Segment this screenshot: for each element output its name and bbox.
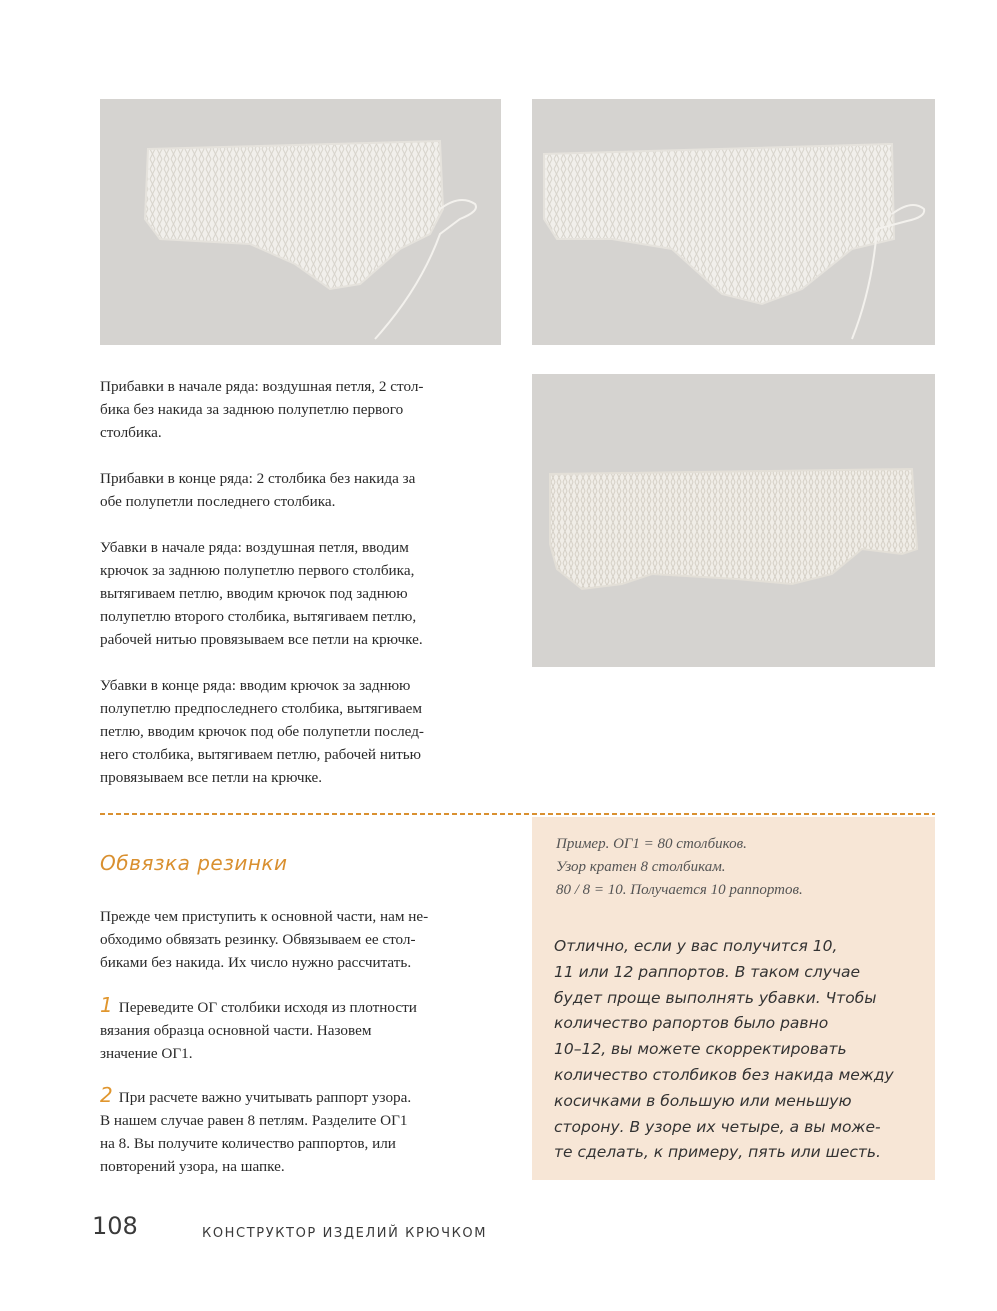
example-text — [556, 833, 926, 902]
paragraph-increases-end — [100, 467, 500, 513]
text-line: 10–12, вы можете скорректировать — [554, 1040, 847, 1059]
text-line: полупетлю предпоследнего столбика, вытягиваем — [100, 700, 423, 717]
photo-crochet-piece-2 — [532, 99, 935, 345]
text-line: сторону. В узоре их четыре, а вы може- — [554, 1117, 881, 1136]
text-line: биками без накида. Их число нужно рассчитать. — [100, 954, 412, 971]
text-line: бика без накида за заднюю полупетлю первого — [100, 401, 404, 418]
step-number: 2 — [100, 1083, 113, 1107]
text-line: обе полупетли последнего столбика. — [100, 493, 336, 510]
text-line: столбика. — [100, 424, 162, 441]
text-line: полупетлю второго столбика, вытягиваем петлю, — [100, 608, 417, 625]
step-2 — [100, 1084, 500, 1178]
text-line: косичками в большую или меньшую — [554, 1091, 852, 1110]
text-line: количество столбиков без накида между — [554, 1065, 894, 1084]
text-line: вытягиваем петлю, вводим крючок под заднюю — [100, 585, 408, 602]
text-line: Прибавки в начале ряда: воздушная петля, 2 стол- — [100, 378, 424, 395]
text-line: Прежде чем приступить к основной части, нам не- — [100, 908, 429, 925]
text-line: Отлично, если у вас получится 10, — [554, 937, 838, 955]
note-text — [554, 934, 926, 1166]
section-heading: Обвязка резинки — [100, 851, 288, 875]
section-intro — [100, 905, 500, 974]
text-line: обходимо обвязать резинку. Обвязываем ее стол- — [100, 931, 416, 948]
step-1 — [100, 994, 500, 1065]
text-line: При расчете важно учитывать раппорт узора. — [118, 1089, 412, 1106]
paragraph-decreases-start — [100, 536, 500, 651]
text-line: крючок за заднюю полупетлю первого столбика, — [100, 562, 415, 579]
text-line: 11 или 12 раппортов. В таком случае — [554, 962, 861, 981]
text-line: значение ОГ1. — [100, 1045, 193, 1062]
text-line: вязания образца основной части. Назовем — [100, 1022, 372, 1039]
text-line: будет проще выполнять убавки. Чтобы — [554, 988, 877, 1007]
text-line: него столбика, вытягиваем петлю, рабочей нитью — [100, 746, 421, 763]
text-line: Узор кратен 8 столбикам. — [556, 859, 726, 875]
text-line: Убавки в конце ряда: вводим крючок за заднюю — [100, 677, 411, 694]
running-title: КОНСТРУКТОР ИЗДЕЛИЙ КРЮЧКОМ — [202, 1226, 488, 1241]
text-line: провязываем все петли на крючке. — [100, 769, 323, 786]
text-line: 80 / 8 = 10. Получается 10 раппортов. — [556, 882, 803, 898]
text-line: Пример. ОГ1 = 80 столбиков. — [556, 836, 747, 852]
text-line: рабочей нитью провязываем все петли на крючке. — [100, 631, 423, 648]
text-line: петлю, вводим крючок под обе полупетли послед- — [100, 723, 424, 740]
photo-crochet-piece-1 — [100, 99, 501, 345]
text-line: на 8. Вы получите количество раппортов, или — [100, 1135, 396, 1152]
paragraph-decreases-end — [100, 674, 500, 789]
text-line: Убавки в начале ряда: воздушная петля, вводим — [100, 539, 409, 556]
step-number: 1 — [100, 993, 113, 1017]
text-line: количество рапортов было равно — [554, 1014, 829, 1033]
photo-crochet-piece-3 — [532, 374, 935, 667]
text-line: те сделать, к примеру, пять или шесть. — [554, 1143, 881, 1162]
text-line: повторений узора, на шапке. — [100, 1158, 285, 1175]
text-line: Переведите ОГ столбики исходя из плотности — [118, 999, 417, 1016]
text-line: В нашем случае равен 8 петлям. Разделите ОГ1 — [100, 1112, 408, 1129]
text-line: Прибавки в конце ряда: 2 столбика без накида за — [100, 470, 416, 487]
page-number: 108 — [92, 1212, 138, 1240]
paragraph-increases-start — [100, 375, 500, 444]
